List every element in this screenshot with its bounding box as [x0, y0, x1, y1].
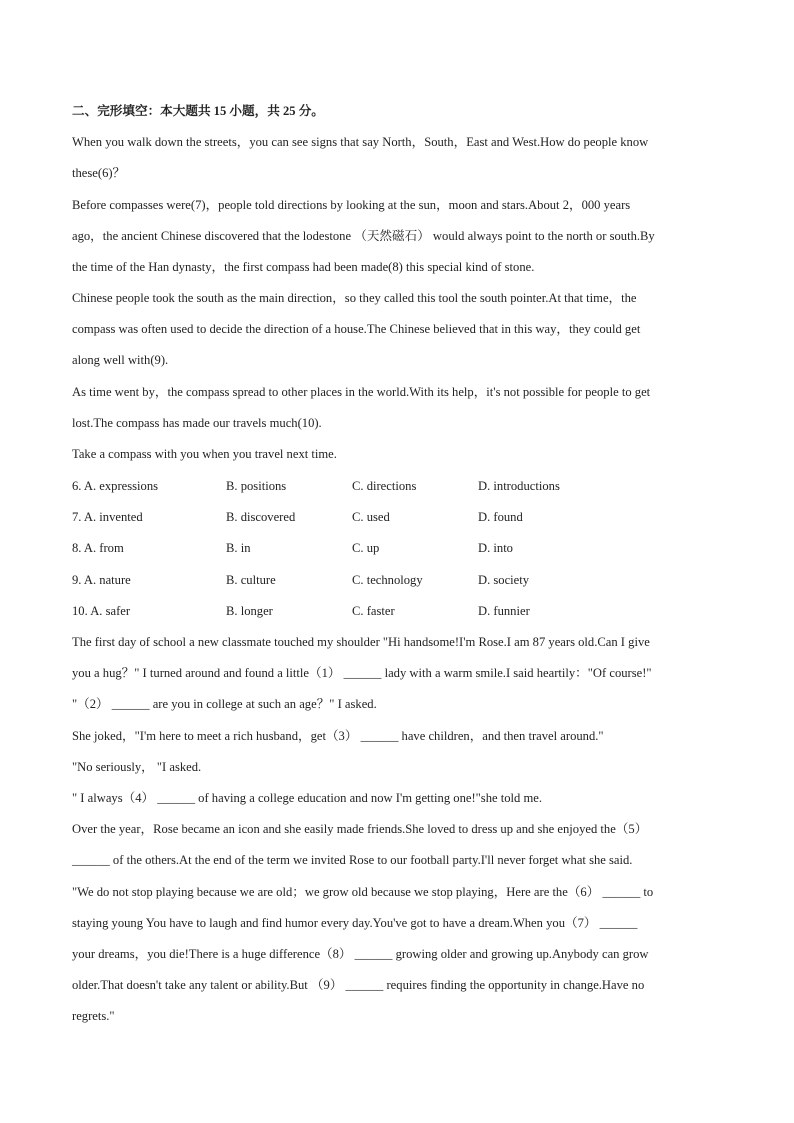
option-c: C. technology	[352, 573, 423, 587]
option-a: 10. A. safer	[72, 604, 131, 618]
passage2-line: you a hug？" I turned around and found a little（1） ______ lady with a warm smile.I said heartily："Of course!"	[72, 666, 652, 680]
passage2-line: "（2） ______ are you in college at such an age？" I asked.	[72, 697, 377, 711]
option-a: 8. A. from	[72, 541, 124, 555]
option-b: B. discovered	[226, 510, 296, 524]
option-row	[72, 540, 722, 556]
option-c: C. used	[352, 510, 390, 524]
option-a: 6. A. expressions	[72, 479, 159, 493]
passage1-line: these(6)？	[72, 166, 126, 180]
option-c: C. directions	[352, 479, 417, 493]
passage1-line: Before compasses were(7)，people told directions by looking at the sun，moon and stars.About 2，000 years	[72, 198, 631, 212]
passage2-line: your dreams，you die!There is a huge difference（8） ______ growing older and growing up.Anybody can grow	[72, 947, 649, 961]
passage1-line: the time of the Han dynasty，the first compass had been made(8) this special kind of stone.	[72, 260, 535, 274]
passage1-line: compass was often used to decide the direction of a house.The Chinese believed that in this way，they could get	[72, 322, 641, 336]
option-d: D. introductions	[478, 479, 560, 493]
passage1-line: Take a compass with you when you travel next time.	[72, 447, 337, 461]
passage2-line: Over the year，Rose became an icon and she easily made friends.She loved to dress up and she enjoyed the（5）	[72, 822, 648, 836]
passage2-line: "No seriously， "I asked.	[72, 760, 202, 774]
section-heading: 二、完形填空：本大题共 15 小题，共 25 分。	[72, 104, 324, 118]
option-c: C. faster	[352, 604, 395, 618]
passage2-line: "We do not stop playing because we are old；we grow old because we stop playing，Here are the（6） ______ to	[72, 885, 654, 899]
option-b: B. culture	[226, 573, 276, 587]
passage1-line: Chinese people took the south as the main direction，so they called this tool the south pointer.At that time，the	[72, 291, 637, 305]
option-row	[72, 478, 722, 494]
option-b: B. positions	[226, 479, 287, 493]
option-a: 7. A. invented	[72, 510, 143, 524]
option-row	[72, 572, 722, 588]
option-b: B. longer	[226, 604, 273, 618]
passage2-line: ______ of the others.At the end of the term we invited Rose to our football party.I'll never forget what she said.	[72, 853, 633, 867]
option-d: D. society	[478, 573, 530, 587]
passage2-line: She joked，"I'm here to meet a rich husband，get（3） ______ have children，and then travel around."	[72, 729, 604, 743]
passage2-line: staying young You have to laugh and find humor every day.You've got to have a dream.When you（7） ______	[72, 916, 638, 930]
passage1-line: When you walk down the streets，you can see signs that say North，South，East and West.How do people know	[72, 135, 649, 149]
passage1-line: along well with(9).	[72, 353, 169, 367]
option-a: 9. A. nature	[72, 573, 131, 587]
option-c: C. up	[352, 541, 380, 555]
option-d: D. found	[478, 510, 523, 524]
passage1-line: ago，the ancient Chinese discovered that the lodestone （天然磁石） would always point to the north or south.By	[72, 229, 655, 243]
passage2-line: The first day of school a new classmate touched my shoulder "Hi handsome!I'm Rose.I am 87 years old.Can I give	[72, 635, 650, 649]
option-b: B. in	[226, 541, 251, 555]
option-d: D. funnier	[478, 604, 530, 618]
option-d: D. into	[478, 541, 513, 555]
passage2-line: regrets."	[72, 1009, 115, 1023]
passage1-line: As time went by，the compass spread to other places in the world.With its help，it's not possible for people to get	[72, 385, 651, 399]
passage1-line: lost.The compass has made our travels much(10).	[72, 416, 322, 430]
passage2-line: " I always（4） ______ of having a college education and now I'm getting one!"she told me.	[72, 791, 543, 805]
option-row	[72, 603, 722, 619]
option-row	[72, 509, 722, 525]
passage2-line: older.That doesn't take any talent or ability.But （9） ______ requires finding the opportunity in change.Have no	[72, 978, 645, 992]
